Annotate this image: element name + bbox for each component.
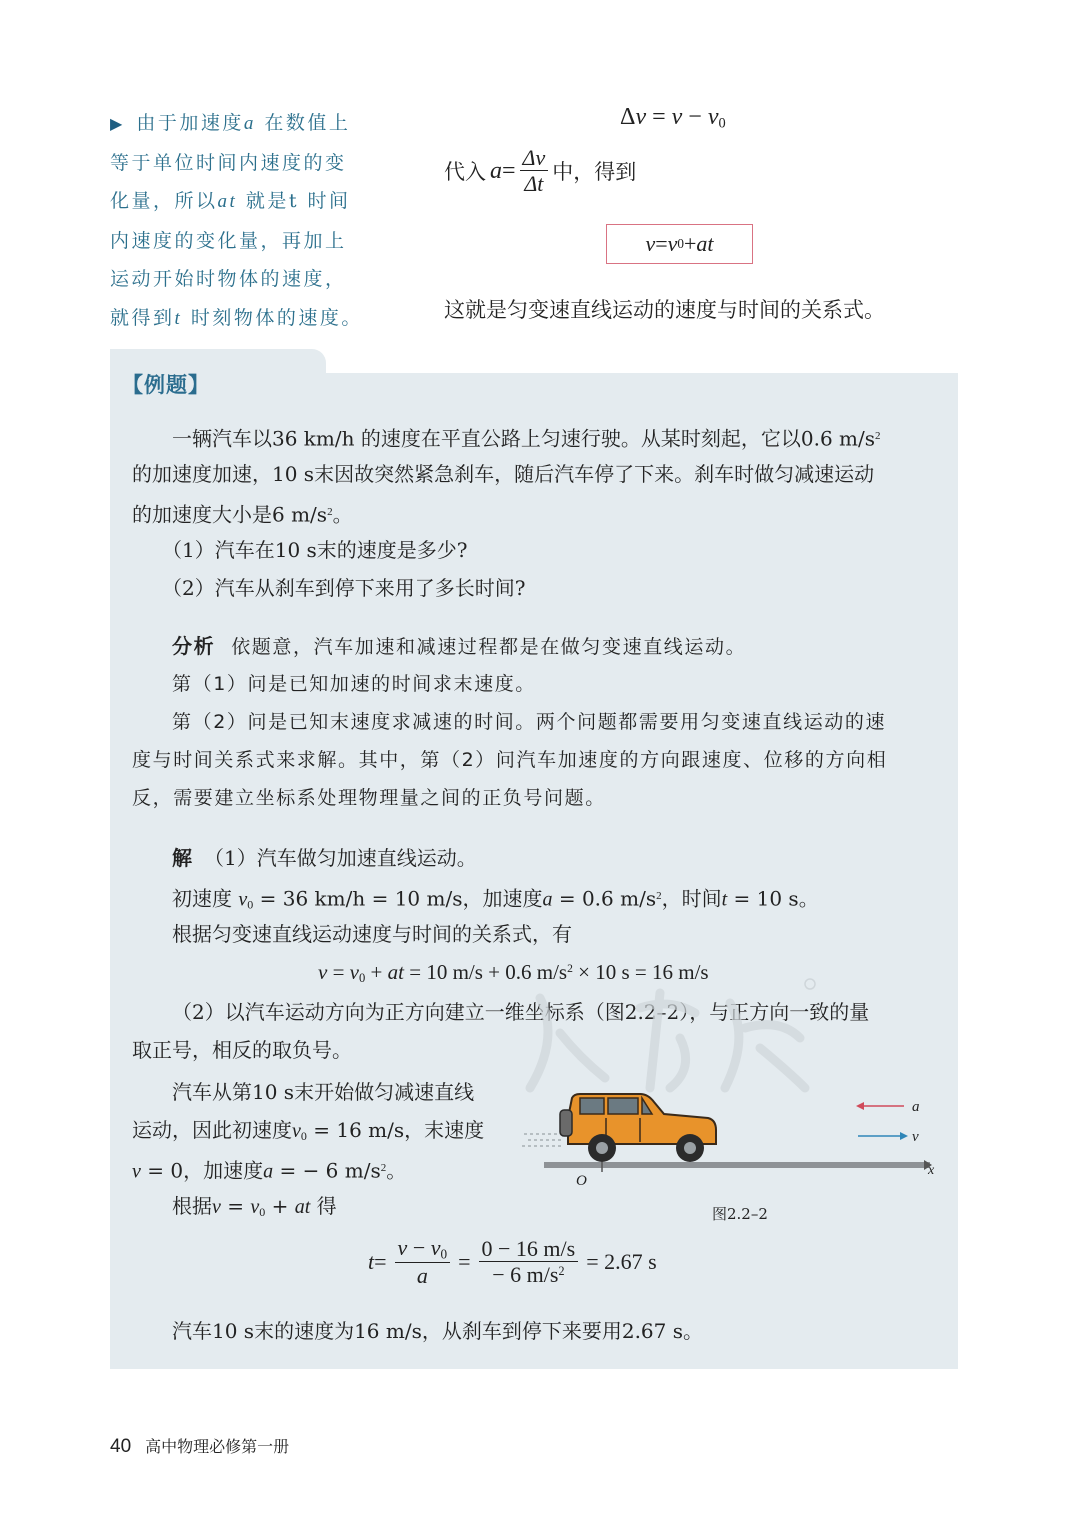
solution-line-3: 根据匀变速直线运动速度与时间的关系式，有 <box>172 922 572 946</box>
delta-v-formula: $\Delta v = v - v_0$ <box>620 104 726 132</box>
figure-caption: 图2.2–2 <box>712 1205 768 1223</box>
question-1: （1）汽车在10 s末的速度是多少? <box>162 538 468 562</box>
analysis-line-2: 第（1）问是已知加速的时间求末速度。 <box>172 673 536 695</box>
solution-line-1: 解 （1）汽车做匀加速直线运动。 <box>172 846 477 870</box>
fraction-delta-v-over-delta-t: $\frac{\Delta v}{\Delta t}$ <box>520 146 549 196</box>
solution-line-4b: 取正号，相反的取负号。 <box>132 1038 352 1062</box>
footer <box>110 1434 289 1458</box>
solution-label: 解 <box>172 846 192 870</box>
substitute-formula: 代入 a = $\frac{\Delta v}{\Delta t}$ 中，得到 <box>444 145 637 197</box>
side-note-line-5: 运动开始时物体的速度， <box>110 268 347 290</box>
solution-line-5a: 汽车从第10 s末开始做匀减速直线 <box>172 1080 475 1104</box>
side-note-line-2: 等于单位时间内速度的变 <box>110 151 347 174</box>
boxed-velocity-formula: v = v 0 + at <box>606 224 753 264</box>
v-label: v <box>912 1129 919 1145</box>
example-title: 【例题】 <box>122 373 210 397</box>
fraction-numeric: $\frac{0 - 16 m/s}{- 6 m/s^2}$ <box>479 1237 579 1287</box>
side-note <box>110 104 363 338</box>
analysis-line-3: 第（2）问是已知末速度求减速的时间。两个问题都需要用匀变速直线运动的速 <box>172 711 887 733</box>
time-calculation: t = $\frac{v - v_0}{a}$ = $\frac{0 - 16 m/s}{- 6 m/s^2}$ = 2.67 s <box>368 1235 657 1288</box>
relation-summary: 这就是匀变速直线运动的速度与时间的关系式。 <box>444 298 885 322</box>
side-note-line-3: 化量，所以at 就是t 时间 <box>110 190 351 212</box>
origin-label: O <box>576 1173 587 1189</box>
triangle-marker-icon: ▶ <box>110 114 123 133</box>
side-note-line-1: ▶ 由于加速度a 在数值上 <box>110 112 351 134</box>
analysis-line-1: 分析 依题意，汽车加速和减速过程都是在做匀变速直线运动。 <box>172 634 747 658</box>
velocity-calculation: $v = v_0$ + at = 10 m/s + 0.6 $m/s^2 \times 10$ s = 16 m/s <box>318 960 709 986</box>
motion-lines <box>522 1134 564 1146</box>
analysis-line-5: 反，需要建立坐标系处理物理量之间的正负号问题。 <box>132 787 606 809</box>
problem-line-1: 一辆汽车以36 km/h 的速度在平直公路上匀速行驶。从某时刻起，它以0.6 $m/s^2$ <box>172 426 881 451</box>
book-title: 高中物理必修第一册 <box>145 1437 290 1456</box>
side-note-line-6: 就得到t 时刻物体的速度。 <box>110 306 363 329</box>
question-2: （2）汽车从刹车到停下来用了多长时间? <box>162 576 526 600</box>
car-icon <box>560 1094 716 1162</box>
conclusion: 汽车10 s末的速度为16 m/s，从刹车到停下来要用2.67 s。 <box>172 1319 703 1343</box>
watermark-graphic <box>520 978 820 1098</box>
x-label: x <box>928 1163 935 1178</box>
analysis-line-4: 度与时间关系式来求解。其中，第（2）问汽车加速度的方向跟速度、位移的方向相 <box>132 749 888 771</box>
side-note-line-4: 内速度的变化量，再加上 <box>110 229 347 252</box>
solution-line-6: 根据$v = v_0$ + at 得 <box>172 1194 337 1219</box>
problem-line-2: 的加速度加速，10 s末因故突然紧急刹车，随后汽车停了下来。刹车时做匀减速运动 <box>132 462 875 486</box>
page-number: 40 <box>110 1436 132 1457</box>
solution-line-2: 初速度 $v_0 = 36$ km/h = 10 m/s，加速度a = 0.6 $m/s^2$，时间t = 10 s。 <box>172 886 819 912</box>
figure-car-diagram <box>520 1082 940 1202</box>
solution-line-5b: 运动，因此初速度$v_0 = 16$ m/s，末速度 <box>132 1118 485 1143</box>
solution-line-4a: （2）以汽车运动方向为正方向建立一维坐标系（图2.2–2），与正方向一致的量 <box>172 1000 870 1024</box>
analysis-label: 分析 <box>172 634 216 658</box>
solution-line-5c: v = 0，加速度a = − 6 $m/s^2$。 <box>132 1158 407 1183</box>
fraction-v-minus-v0-over-a: $\frac{v - v_0}{a}$ <box>395 1236 451 1288</box>
a-label: a <box>912 1099 920 1115</box>
problem-line-3: 的加速度大小是6 $m/s^2$。 <box>132 502 353 527</box>
